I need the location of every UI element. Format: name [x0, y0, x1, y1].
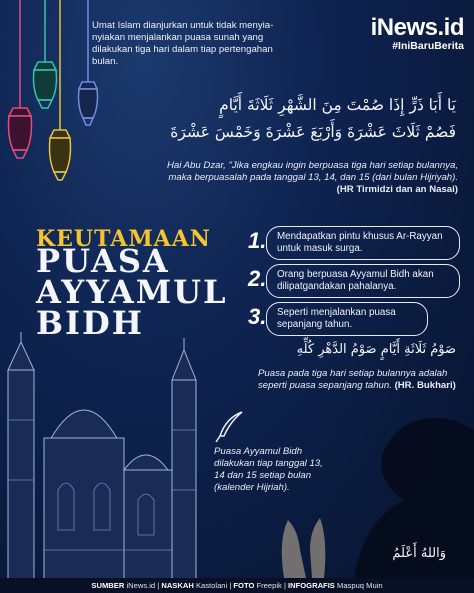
footer-naskah-value: Kastolani	[195, 581, 228, 590]
intro-text: Umat Islam dianjurkan untuk tidak menyia-nyiakan menjalankan puasa sunah yang dilakukan tiga hari dalam tiap pertengahan bulan.	[92, 20, 274, 67]
hadith2-translation: Puasa pada tiga hari setiap bulannya adalah seperti puasa sepanjang tahun.	[258, 368, 448, 391]
title-main	[36, 242, 228, 342]
hadith-translation: Hai Abu Dzar, "Jika engkau ingin berpuasa tiga hari setiap bulannya, maka berpuasalah pada tanggal 13, 14, dan 15 (dari bulan Hijriyah).	[166, 160, 458, 183]
quill-pen-icon	[212, 408, 248, 444]
benefit-item-2: Orang berpuasa Ayyamul Bidh akan dilipatgandakan pahalanya.	[266, 264, 460, 298]
hadith-arabic-line2: فَصُمْ ثَلَاثَ عَشْرَةَ وَأَرْبَعَ عَشْرَةَ وَخَمْسَ عَشْرَةَ	[170, 123, 456, 141]
footer-sumber-label: SUMBER	[91, 581, 125, 590]
brand-block	[344, 14, 464, 52]
benefit-item-1: Mendapatkan pintu khusus Ar-Rayyan untuk masuk surga.	[266, 226, 460, 260]
benefit-number-3: 3.	[248, 304, 267, 329]
benefit-number-2: 2.	[248, 266, 267, 291]
footer-naskah-label: NASKAH	[161, 581, 194, 590]
hadith2-arabic: صَوْمُ ثَلَاثَةِ أَيَّامٍ صَوْمُ الدَّهْرِ كُلِّهِ	[296, 342, 456, 357]
lantern-icon	[9, 0, 32, 158]
footer-sumber-value: iNews.id	[126, 581, 156, 590]
footer-credits: SUMBER iNews.id | NASKAH Kastolani | FOTO Freepik | INFOGRAFIS Maspuq Muin	[0, 578, 474, 593]
title-line4: BIDH	[36, 304, 144, 342]
benefit-item-3: Seperti menjalankan puasa sepanjang tahun.	[266, 302, 428, 336]
hadith-source: (HR Tirmidzi dan an Nasai)	[336, 184, 458, 195]
closing-arabic: وَاللهُ أَعْلَمُ	[392, 546, 446, 561]
title-line3: AYYAMUL	[36, 273, 228, 311]
hadith2-translation-block	[258, 368, 458, 392]
footer-foto-label: FOTO	[233, 581, 255, 590]
note-text: Puasa Ayyamul Bidh dilakukan tiap tanggal 13, 14 dan 15 setiap bulan (kalender Hijriah).	[214, 446, 323, 493]
footer-infografis-value: Maspuq Muin	[337, 581, 383, 590]
mosque-illustration	[0, 330, 220, 580]
title-line2: PUASA	[36, 242, 170, 280]
benefit-number-1: 1.	[248, 228, 267, 253]
title-line1: KEUTAMAAN	[36, 226, 211, 252]
brand-hashtag: #IniBaruBerita	[392, 40, 464, 52]
footer-foto-value: Freepik	[256, 581, 282, 590]
brand-logo: iNews.id	[370, 14, 464, 41]
footer-infografis-label: INFOGRAFIS	[288, 581, 335, 590]
hadith-arabic	[36, 92, 456, 146]
hadith2-source: (HR. Bukhari)	[394, 380, 456, 391]
hadith-translation-block	[158, 160, 458, 196]
hadith-arabic-line1: يَا أَبَا ذَرٍّ إِذَا صُمْتَ مِنَ الشَّهْرِ ثَلَاثَةَ أَيَّامٍ	[219, 96, 456, 114]
